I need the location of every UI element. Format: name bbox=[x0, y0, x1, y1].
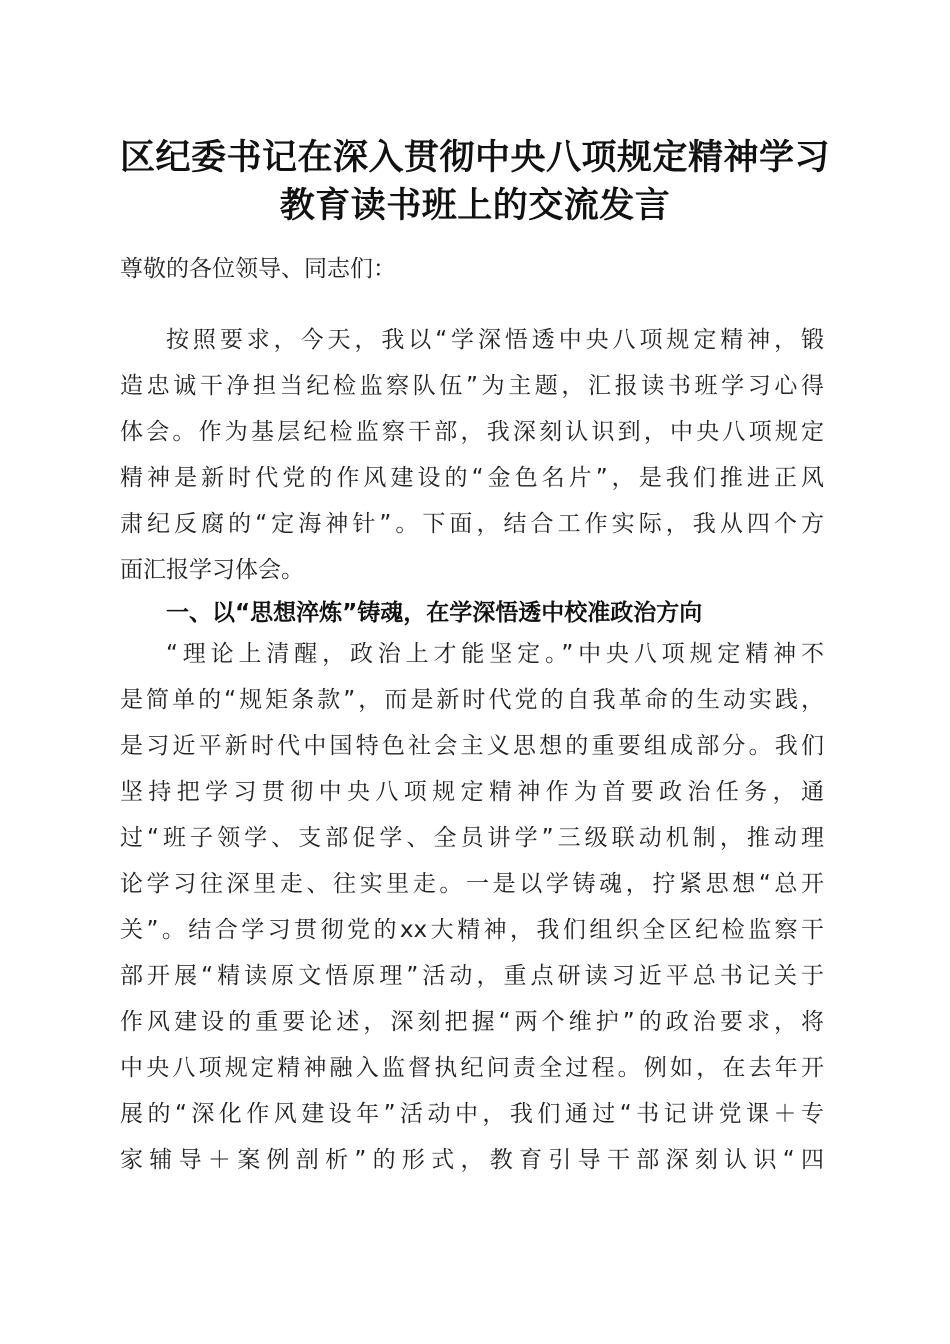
section-heading-1: 一、以“思想淬炼”铸魂，在学深悟透中校准政治方向 bbox=[166, 600, 703, 626]
section-1-line: 作风建设的重要论述，深刻把握“两个维护”的政治要求，将 bbox=[120, 1009, 824, 1035]
section-1-line: 关”。结合学习贯彻党的xx大精神，我们组织全区纪检监察干 bbox=[120, 917, 824, 943]
intro-line: 按照要求，今天，我以“学深悟透中央八项规定精神，锻 bbox=[166, 327, 824, 353]
document-title-line-2: 教育读书班上的交流发言 bbox=[279, 185, 671, 226]
intro-line: 面汇报学习体会。 bbox=[120, 557, 304, 583]
document-title-line-1: 区纪委书记在深入贯彻中央八项规定精神学习 bbox=[119, 137, 830, 178]
intro-line: 精神是新时代党的作风建设的“金色名片”，是我们推进正风 bbox=[120, 465, 824, 491]
intro-line: 体会。作为基层纪检监察干部，我深刻认识到，中央八项规定 bbox=[120, 419, 824, 445]
section-1-line: 坚持把学习贯彻中央八项规定精神作为首要政治任务，通 bbox=[120, 779, 824, 805]
section-1-line: 是简单的“规矩条款”，而是新时代党的自我革命的生动实践， bbox=[120, 687, 824, 713]
section-1-line: 展的“深化作风建设年”活动中，我们通过“书记讲党课＋专 bbox=[120, 1101, 824, 1127]
intro-line: 肃纪反腐的“定海神针”。下面，结合工作实际，我从四个方 bbox=[120, 511, 824, 537]
section-1-line: 是习近平新时代中国特色社会主义思想的重要组成部分。我们 bbox=[120, 733, 824, 759]
section-1-line: 部开展“精读原文悟原理”活动，重点研读习近平总书记关于 bbox=[120, 963, 824, 989]
section-1-line: 中央八项规定精神融入监督执纪问责全过程。例如，在去年开 bbox=[120, 1055, 824, 1081]
section-1-line: 过“班子领学、支部促学、全员讲学”三级联动机制，推动理 bbox=[120, 825, 824, 851]
section-1-line: “理论上清醒，政治上才能坚定。”中央八项规定精神不 bbox=[166, 641, 824, 667]
section-1-line: 家辅导＋案例剖析”的形式，教育引导干部深刻认识“四 bbox=[120, 1147, 824, 1173]
salutation: 尊敬的各位领导、同志们： bbox=[120, 256, 396, 282]
section-1-line: 论学习往深里走、往实里走。一是以学铸魂，拧紧思想“总开 bbox=[120, 871, 824, 897]
intro-line: 造忠诚干净担当纪检监察队伍”为主题，汇报读书班学习心得 bbox=[120, 373, 824, 399]
